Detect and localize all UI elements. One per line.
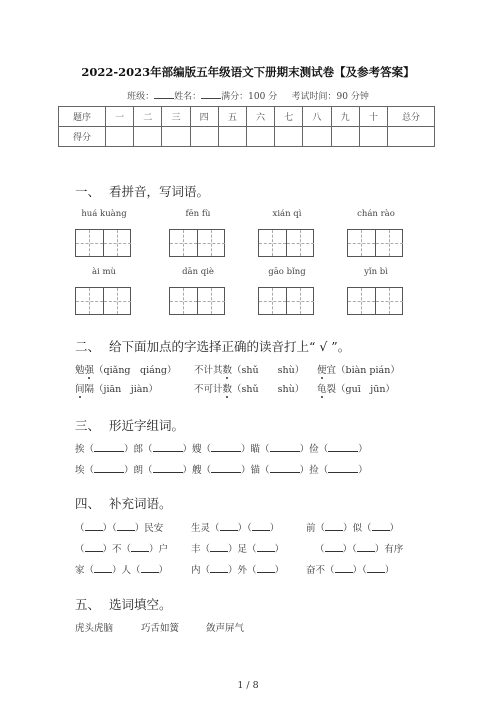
word-choice: 敛声屏气 (206, 623, 245, 634)
class-blank[interactable] (154, 89, 174, 99)
section-title: 看拼音，写词语。 (109, 184, 210, 199)
reading-option: 勉强（qiǎng qiáng） (75, 365, 177, 376)
answer-blank[interactable] (211, 463, 241, 473)
writing-grid[interactable] (169, 229, 225, 257)
class-label: 班级： (127, 92, 155, 102)
idiom-blank: 生灵（ ）（ ） (191, 523, 280, 534)
idiom-blank: （ ）（ ）民安 (75, 523, 164, 534)
section-number: 二、 (75, 339, 101, 354)
section3-heading (75, 416, 184, 434)
score-cell: 四 (190, 107, 218, 127)
reading-option: 间隔（jiān jiàn） (75, 384, 159, 395)
section-number: 五、 (75, 597, 101, 612)
score-input-cell[interactable] (106, 127, 134, 147)
answer-blank[interactable] (153, 442, 183, 452)
writing-grid[interactable] (347, 287, 403, 315)
pinyin-label: fēn fù (185, 209, 211, 219)
pinyin-label: dān qiè (182, 267, 214, 277)
score-cell: 八 (303, 107, 331, 127)
word-group-row: 挨（ ）郎（ ）嫂（ ）瞄（ ）俭（ ） (75, 444, 368, 455)
section-title: 选词填空。 (109, 597, 172, 612)
answer-blank[interactable] (153, 463, 183, 473)
pinyin-label: yǐn bì (364, 267, 388, 277)
reading-option: 不可计数（shǔ shù） (194, 384, 305, 395)
score-cell: 二 (134, 107, 162, 127)
score-table-score-row (59, 127, 435, 147)
section-title: 给下面加点的字选择正确的读音打上“ √ ”。 (109, 339, 351, 354)
section4-heading (75, 494, 172, 512)
pinyin-label: gāo bǐng (268, 267, 306, 277)
section2-heading (75, 337, 350, 355)
writing-grid[interactable] (258, 229, 314, 257)
section-number: 一、 (75, 184, 101, 199)
word-choice: 虎头虎脑 (75, 623, 114, 634)
score-cell: 总分 (388, 107, 435, 127)
writing-grid[interactable] (75, 287, 131, 315)
name-blank[interactable] (201, 89, 221, 99)
score-input-cell[interactable] (134, 127, 162, 147)
word-group-row: 埃（ ）朗（ ）艘（ ）锚（ ）捡（ ） (75, 465, 368, 476)
answer-blank[interactable] (328, 442, 358, 452)
answer-blank[interactable] (211, 442, 241, 452)
score-cell: 十 (359, 107, 387, 127)
score-input-cell[interactable] (218, 127, 246, 147)
section-title: 形近字组词。 (109, 418, 185, 433)
score-cell: 题序 (59, 107, 106, 127)
idiom-blank: 前（ ）似（ ） (306, 523, 400, 534)
writing-grid[interactable] (258, 287, 314, 315)
score-cell: 五 (218, 107, 246, 127)
section1-heading (75, 182, 209, 200)
word-choice: 巧舌如簧 (141, 623, 180, 634)
answer-blank[interactable] (94, 442, 124, 452)
score-cell: 九 (331, 107, 359, 127)
answer-blank[interactable] (270, 442, 300, 452)
page-number: 1 / 8 (237, 680, 259, 691)
writing-grid[interactable] (169, 287, 225, 315)
score-input-cell[interactable] (388, 127, 435, 147)
score-input-cell[interactable] (190, 127, 218, 147)
score-label: 满分：100 分 (221, 92, 278, 102)
section-number: 四、 (75, 496, 101, 511)
score-input-cell[interactable] (331, 127, 359, 147)
answer-blank[interactable] (94, 463, 124, 473)
reading-option: 龟裂（guī jūn） (317, 384, 395, 395)
score-input-cell[interactable] (359, 127, 387, 147)
pinyin-label: xián qì (272, 209, 302, 219)
page-title: 2022-2023年部编版五年级语文下册期末测试卷【及参考答案】 (81, 65, 415, 79)
idiom-blank: 丰（ ）足（ ） (191, 544, 285, 555)
pinyin-label: chán rào (357, 209, 395, 219)
score-cell: 三 (162, 107, 190, 127)
score-input-cell[interactable] (303, 127, 331, 147)
score-table (58, 106, 435, 147)
writing-grid[interactable] (347, 229, 403, 257)
name-label: 姓名： (174, 92, 202, 102)
section-title: 补充词语。 (109, 496, 172, 511)
writing-grid[interactable] (75, 229, 131, 257)
time-label: 考试时间：90 分钟 (291, 92, 369, 102)
answer-blank[interactable] (270, 463, 300, 473)
idiom-blank: 奋不（ ）（ ） (306, 565, 395, 576)
section-number: 三、 (75, 418, 101, 433)
score-cell: 得分 (59, 127, 106, 147)
exam-info (0, 89, 496, 102)
reading-option: 便宜（biàn pián） (317, 365, 400, 376)
answer-blank[interactable] (328, 463, 358, 473)
pinyin-label: huá kuàng (81, 209, 127, 219)
idiom-blank: （ ）（ ）有序 (315, 544, 404, 555)
section5-heading (75, 595, 172, 613)
score-input-cell[interactable] (162, 127, 190, 147)
idiom-blank: 内（ ）外（ ） (191, 565, 285, 576)
idiom-blank: （ ）不（ ）户 (75, 544, 169, 555)
score-input-cell[interactable] (275, 127, 303, 147)
reading-option: 不计其数（shǔ shù） (194, 365, 305, 376)
score-cell: 六 (246, 107, 274, 127)
score-input-cell[interactable] (246, 127, 274, 147)
score-cell: 一 (106, 107, 134, 127)
idiom-blank: 家（ ）人（ ） (75, 565, 169, 576)
score-table-header-row (59, 107, 435, 127)
pinyin-label: ài mù (91, 267, 117, 277)
score-cell: 七 (275, 107, 303, 127)
